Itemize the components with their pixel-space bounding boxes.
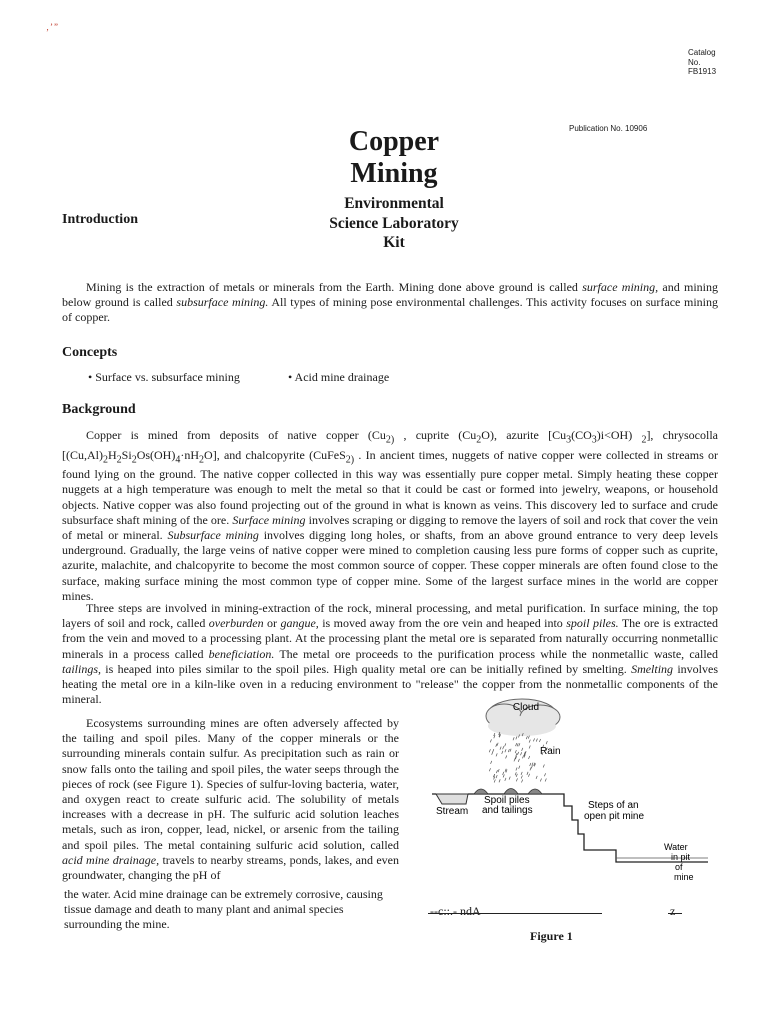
title-line: Mining <box>350 158 438 189</box>
figure-rule <box>428 913 602 914</box>
subtitle-line: Environmental <box>344 195 444 212</box>
steps-label-line: Steps of an <box>588 800 639 811</box>
subtitle-line: Kit <box>383 234 405 251</box>
figure-1-diagram <box>432 690 712 905</box>
spoil-piles <box>474 789 542 795</box>
water-label-line: of <box>675 862 683 872</box>
subtitle-line: Science Laboratory <box>329 214 459 232</box>
spoil-label-line: Spoil piles <box>484 795 530 806</box>
figure-garbled-text: --c::.- ndA <box>430 904 481 918</box>
cloud-label: Cloud <box>512 702 540 713</box>
background-paragraph-2: Three steps are involved in mining-extraction of the rock, mineral processing, and metal purification. In surface mining, the top layers of soil and rock, called overburden or gangue, is moved away from the ore vein and heaped into spoil piles. The ore is extracted from the vein and moved to a processing plant. At the processing plant the metal ore is separated from naturally occurring nonmetallic minerals in a process called beneficiation. The metal ore proceeds to the purification process while the nonmetallic waste, called tailings, is heaped into piles similar to the spoil piles. High quality metal ore can be initially refined by smelting. Smelting involves heating the metal ore in a kiln-like oven in a reducing environment to "release" the copper from the nonmetallic components of the mineral. <box>62 601 719 707</box>
publication-number: Publication No. 10906 <box>569 124 648 133</box>
introduction-paragraph: Mining is the extraction of metals or minerals from the Earth. Mining done above ground is called surface mining, and mining below ground is called subsurface mining. All types of mining pose environmental challenges. This activity focuses on surface mining of copper. <box>62 280 718 325</box>
water-label-line: mine <box>674 872 694 882</box>
rain-label: Rain <box>540 746 561 757</box>
corner-mark: ‚ʼ” <box>46 22 59 32</box>
concept-item: • Surface vs. subsurface mining <box>88 370 240 384</box>
spoil-label-line: and tailings <box>482 805 533 816</box>
catalog-line: No. <box>688 57 701 67</box>
water-label-line: Water <box>664 842 688 852</box>
concept-item: • Acid mine drainage <box>288 370 390 384</box>
figure-garbled-z: z <box>670 904 676 918</box>
stream-label: Stream <box>436 806 469 817</box>
catalog-number <box>688 48 716 77</box>
figure-caption: Figure 1 <box>530 929 573 943</box>
background-heading: Background <box>62 402 136 417</box>
title-line: Copper <box>348 126 440 157</box>
concepts-heading: Concepts <box>62 345 118 360</box>
background-paragraph-3: Ecosystems surrounding mines are often adversely affected by the tailing and spoil piles. Many of the copper minerals or the surrounding minerals contain sulfur. As precipitation such as rain or snow falls onto the tailing and spoil piles, the water seeps through the pieces of rock (see Figure 1). Species of sulfur-loving bacteria, water, and oxygen react to create sulfuric acid. The solubility of metals increases with a decrease in pH. The sulfuric acid solution leaches metals, such as iron, copper, lead, nickel, or arsenic from the tailing and spoil piles. The metal containing sulfuric acid solution, called acid mine drainage, travels to nearby streams, ponds, lakes, and even groundwater, changing the pH of <box>62 716 399 883</box>
page-subtitle <box>294 194 494 253</box>
rain-drops <box>489 732 547 783</box>
page-title <box>294 126 494 190</box>
catalog-line: Catalog <box>688 48 716 57</box>
stream-shape <box>436 794 468 804</box>
steps-label-line: open pit mine <box>584 811 645 822</box>
figure-rule-short <box>668 913 682 914</box>
water-label-line: in pit <box>671 852 691 862</box>
catalog-line: FB1913 <box>688 67 717 76</box>
background-paragraph-3-end: the water. Acid mine drainage can be extremely corrosive, causing tissue damage and death to many plant and animal species surrounding the mine. <box>64 887 383 932</box>
background-paragraph-1: Copper is mined from deposits of native copper ($Cu_{2)}$ , cuprite $(Cu_2O)$, azurite $[Cu_3(CO_3)i<OH)$ $_2$], chrysocolla $[(Cu,Al)_2H_2Si_2Os(OH)_4\cdot nH_2O]$, and chalcopyrite (CuFeS$_{2)}$ . In ancient times, nuggets of native copper were collected in streams or found lying on the ground. The native copper collected in this way was essentially pure copper metal. Simply heating these copper nuggets at a high temperature was enough to melt the metal so that it could be cast or formed into jewelry, weapons, or household objects. Native copper was also found projecting out of the ground in what is known as veins. This discovery led to surface and crude subsurface shaft mining of the ore. Surface mining involves scraping or digging to remove the layers of soil and rock that cover the vein of metal or mineral. Subsurface mining involves digging long holes, or shafts, from an above ground entrance to very deep levels underground. Gradually, the large veins of native copper were mined to completion causing less pure forms of copper such as cuprite, azurite, malachite, and chalcopyrite to become the most common source of copper. These copper minerals are often found close to the surface, making surface mining the most common type of copper mine. Some of the largest surface mines in the world are copper mines. <box>62 428 719 603</box>
introduction-heading: Introduction <box>62 212 138 227</box>
